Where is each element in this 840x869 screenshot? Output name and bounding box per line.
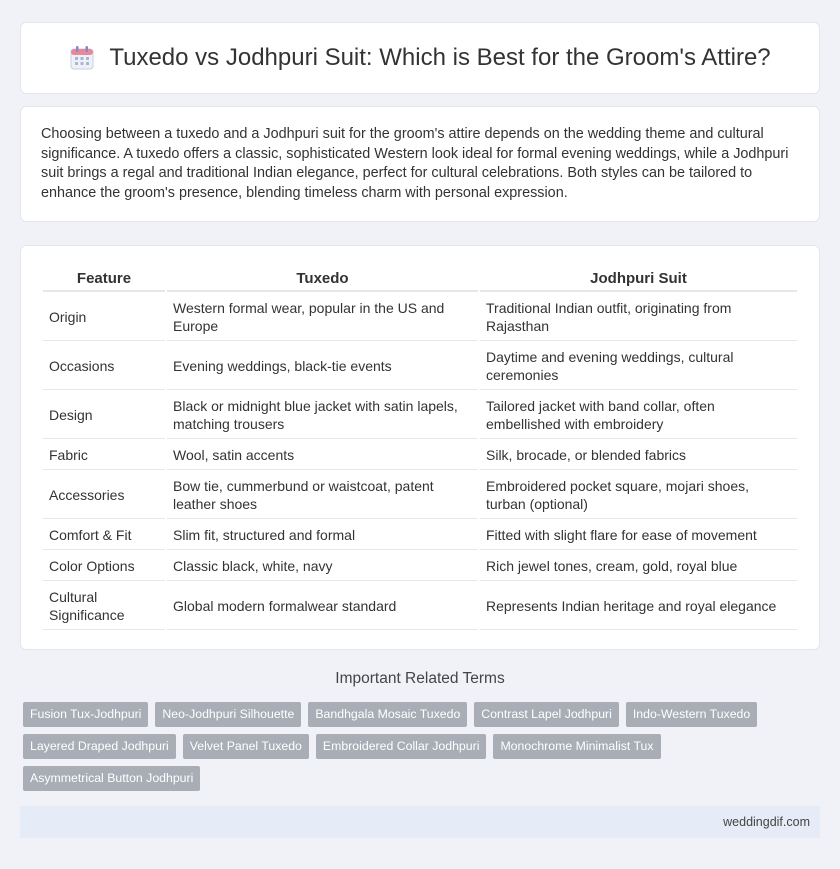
related-term-tag[interactable]: Neo-Jodhpuri Silhouette [155,702,301,727]
table-row [43,552,797,581]
table-row [43,472,797,519]
table-row [43,441,797,470]
table-row [43,343,797,390]
comparison-card [20,245,820,650]
related-term-tag[interactable]: Contrast Lapel Jodhpuri [474,702,619,727]
jodhpuri-cell: Represents Indian heritage and royal elegance [480,583,797,630]
tuxedo-cell: Wool, satin accents [167,441,478,470]
feature-cell: Design [43,392,165,439]
intro-text: Choosing between a tuxedo and a Jodhpuri suit for the groom's attire depends on the wedding theme and cultural significance. A tuxedo offers a classic, sophisticated Western look ideal for formal evening weddings, while a Jodhpuri suit brings a regal and traditional Indian elegance, perfect for cultural celebrations. Both styles can be tailored to enhance the groom's presence, blending timeless charm with personal expression. [41,126,789,201]
feature-cell: Accessories [43,472,165,519]
tuxedo-cell: Slim fit, structured and formal [167,521,478,550]
jodhpuri-cell: Daytime and evening weddings, cultural ceremonies [480,343,797,390]
header-feature: Feature [43,264,165,292]
related-terms-title: Important Related Terms [335,670,505,687]
jodhpuri-cell: Fitted with slight flare for ease of movement [480,521,797,550]
header-jodhpuri: Jodhpuri Suit [480,264,797,292]
related-term-tag[interactable]: Embroidered Collar Jodhpuri [316,734,487,759]
tuxedo-cell: Bow tie, cummerbund or waistcoat, patent leather shoes [167,472,478,519]
feature-cell: Comfort & Fit [43,521,165,550]
footer [20,806,820,838]
related-term-tag[interactable]: Fusion Tux-Jodhpuri [23,702,148,727]
related-term-tag[interactable]: Asymmetrical Button Jodhpuri [23,766,200,791]
tuxedo-cell: Global modern formalwear standard [167,583,478,630]
feature-cell: Fabric [43,441,165,470]
feature-cell: Cultural Significance [43,583,165,630]
jodhpuri-cell: Tailored jacket with band collar, often embellished with embroidery [480,392,797,439]
feature-cell: Color Options [43,552,165,581]
footer-site-link[interactable]: weddingdif.com [723,815,810,829]
related-term-tag[interactable]: Layered Draped Jodhpuri [23,734,176,759]
table-row [43,294,797,341]
header-tuxedo: Tuxedo [167,264,478,292]
jodhpuri-cell: Traditional Indian outfit, originating from Rajasthan [480,294,797,341]
table-row [43,583,797,630]
page-title: Tuxedo vs Jodhpuri Suit: Which is Best for the Groom's Attire? [109,44,771,71]
tuxedo-cell: Classic black, white, navy [167,552,478,581]
feature-cell: Occasions [43,343,165,390]
intro-card [20,106,820,222]
related-terms-list [23,702,823,798]
table-row [43,521,797,550]
tuxedo-cell: Evening weddings, black-tie events [167,343,478,390]
jodhpuri-cell: Rich jewel tones, cream, gold, royal blue [480,552,797,581]
jodhpuri-cell: Embroidered pocket square, mojari shoes, turban (optional) [480,472,797,519]
tuxedo-cell: Black or midnight blue jacket with satin lapels, matching trousers [167,392,478,439]
header-card [20,22,820,94]
table-header-row [43,264,797,292]
related-term-tag[interactable]: Monochrome Minimalist Tux [493,734,660,759]
related-term-tag[interactable]: Indo-Western Tuxedo [626,702,757,727]
tuxedo-cell: Western formal wear, popular in the US and Europe [167,294,478,341]
related-term-tag[interactable]: Velvet Panel Tuxedo [183,734,309,759]
comparison-table [41,262,799,632]
feature-cell: Origin [43,294,165,341]
calendar-icon [69,45,95,71]
jodhpuri-cell: Silk, brocade, or blended fabrics [480,441,797,470]
table-row [43,392,797,439]
related-term-tag[interactable]: Bandhgala Mosaic Tuxedo [308,702,467,727]
